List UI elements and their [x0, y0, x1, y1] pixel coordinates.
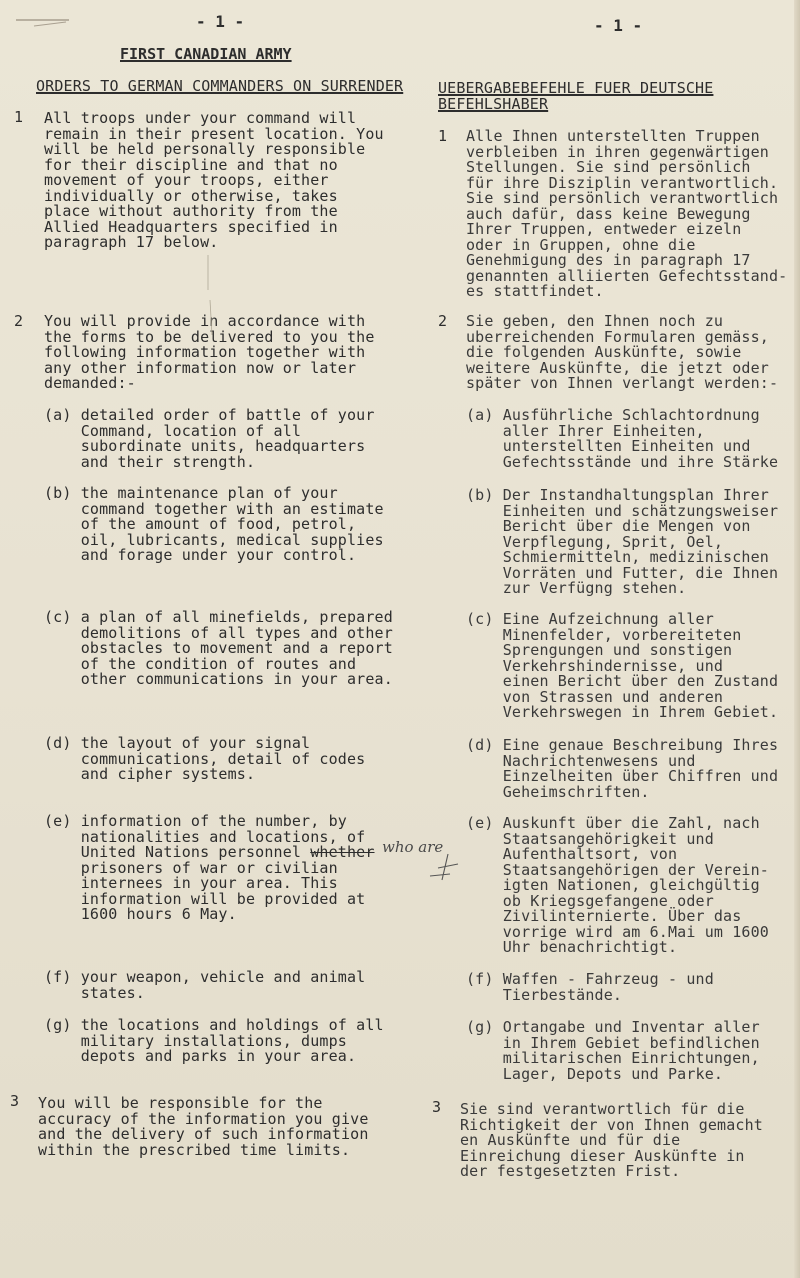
- item-c-en: (c) a plan of all minefields, prepared demolitions of all types and other obstacles to movement and a report of the condition of routes and other communications in your area.: [44, 608, 393, 688]
- item-e-en: [44, 814, 375, 923]
- item-f-de: (f) Waffen - Fahrzeug - und Tierbestände.: [466, 970, 714, 1004]
- handwritten-caret: [420, 846, 470, 886]
- item-d-en: (d) the layout of your signal communications, detail of codes and cipher systems.: [44, 734, 366, 783]
- para-1-de: Alle Ihnen unterstellten Truppen verbleiben in ihren gegenwärtigen Stellungen. Sie sind persönlich für ihre Disziplin verantwortlich. Sie sind persönlich verantwortlich auch dafür, dass keine Bewegung Ihrer Truppen, entweder eizeln oder in Gruppen, ohne die Genehmigung des in paragraph 17 genannten alliierten Gefechtsstand- es stattfindet.: [466, 127, 788, 300]
- para-number-1-en: 1: [14, 108, 24, 126]
- item-d-de: (d) Eine genaue Beschreibung Ihres Nachrichtenwesens und Einzelheiten über Chiffren und Geheimschriften.: [466, 736, 779, 801]
- para-2-de: Sie geben, den Ihnen noch zu uberreichenden Formularen gemäss, die folgenden Auskünfte, sowie weitere Auskünfte, die jetzt oder später von Ihnen verlangt werden:-: [466, 312, 779, 392]
- item-e-en-end: prisoners of war or civilian internees in your area. This information will be provided at 1600 hours 6 May.: [80, 858, 366, 923]
- item-b-de: (b) Der Instandhaltungsplan Ihrer Einheiten und schätzungsweiser Bericht über die Mengen von Verpflegung, Sprit, Oel, Schmiermitteln, medizinischen Vorräten und Futter, die Ihnen zur Verfügng stehen.: [466, 486, 779, 597]
- para-number-2-en: 2: [14, 312, 24, 330]
- item-b-en: (b) the maintenance plan of your command together with an estimate of the amount of food, petrol, oil, lubricants, medical supplies and forage under your control.: [44, 484, 384, 564]
- item-e-en-start: (e) information of the number, by nationalities and locations, of United Nations personnel: [44, 812, 366, 861]
- para-3-en: You will be responsible for the accuracy of the information you give and the delivery of such information within the prescribed time limits.: [38, 1094, 369, 1159]
- para-2-en: You will provide in accordance with the forms to be delivered to you the following information together with any other information now or later demanded:-: [44, 312, 375, 392]
- para-1-en: All troops under your command will remain in their present location. You will be held personally responsible for their discipline and that no movement of your troops, either individually or otherwise, takes place without authority from the Allied Headquarters specified in paragraph 17 below.: [44, 109, 384, 251]
- corner-mark: [14, 12, 74, 34]
- para-number-1-de: 1: [438, 127, 448, 145]
- para-number-2-de: 2: [438, 312, 448, 330]
- para-3-de: Sie sind verantwortlich für die Richtigkeit der von Ihnen gemacht en Auskünfte und für die Einreichung dieser Auskünfte in der festgesetzten Frist.: [460, 1100, 763, 1180]
- pencil-marks: [200, 250, 240, 340]
- army-title: FIRST CANADIAN ARMY: [120, 45, 292, 63]
- item-g-en: (g) the locations and holdings of all military installations, dumps depots and parks in your area.: [44, 1016, 384, 1065]
- page-number-left: - 1 -: [196, 12, 245, 31]
- handwritten-insert: who are: [382, 838, 444, 856]
- page-edge: [794, 0, 800, 1278]
- item-g-de: (g) Ortangabe und Inventar aller in Ihrem Gebiet befindlichen militarischen Einrichtungen, Lager, Depots und Parke.: [466, 1018, 760, 1083]
- item-a-en: (a) detailed order of battle of your Command, location of all subordinate units, headquarters and their strength.: [44, 406, 375, 471]
- struck-word: whether: [310, 843, 375, 861]
- item-a-de: (a) Ausführliche Schlachtordnung aller Ihrer Einheiten, unterstellten Einheiten und Gefechtsstände und ihre Stärke: [466, 406, 779, 471]
- para-number-3-de: 3: [432, 1098, 442, 1116]
- page-number-right: - 1 -: [594, 16, 643, 35]
- item-e-de: (e) Auskunft über die Zahl, nach Staatsangehörigkeit und Aufenthaltsort, von Staatsangehörigen der Verein- igten Nationen, gleichgültig ob Kriegsgefangene oder Zivilinternierte. Über das vorrige wird am 6.Mai um 1600 Uhr benachrichtigt.: [466, 814, 769, 956]
- heading-english: ORDERS TO GERMAN COMMANDERS ON SURRENDER: [36, 77, 404, 95]
- para-number-3-en: 3: [10, 1092, 20, 1110]
- item-f-en: (f) your weapon, vehicle and animal states.: [44, 968, 366, 1002]
- item-c-de: (c) Eine Aufzeichnung aller Minenfelder, vorbereiteten Sprengungen und sonstigen Verkehrshindernisse, und einen Bericht über den Zustand von Strassen und anderen Verkehrswegen in Ihrem Gebiet.: [466, 610, 779, 721]
- heading-german: UEBERGABEBEFEHLE FUER DEUTSCHE BEFEHLSHABER: [438, 79, 714, 113]
